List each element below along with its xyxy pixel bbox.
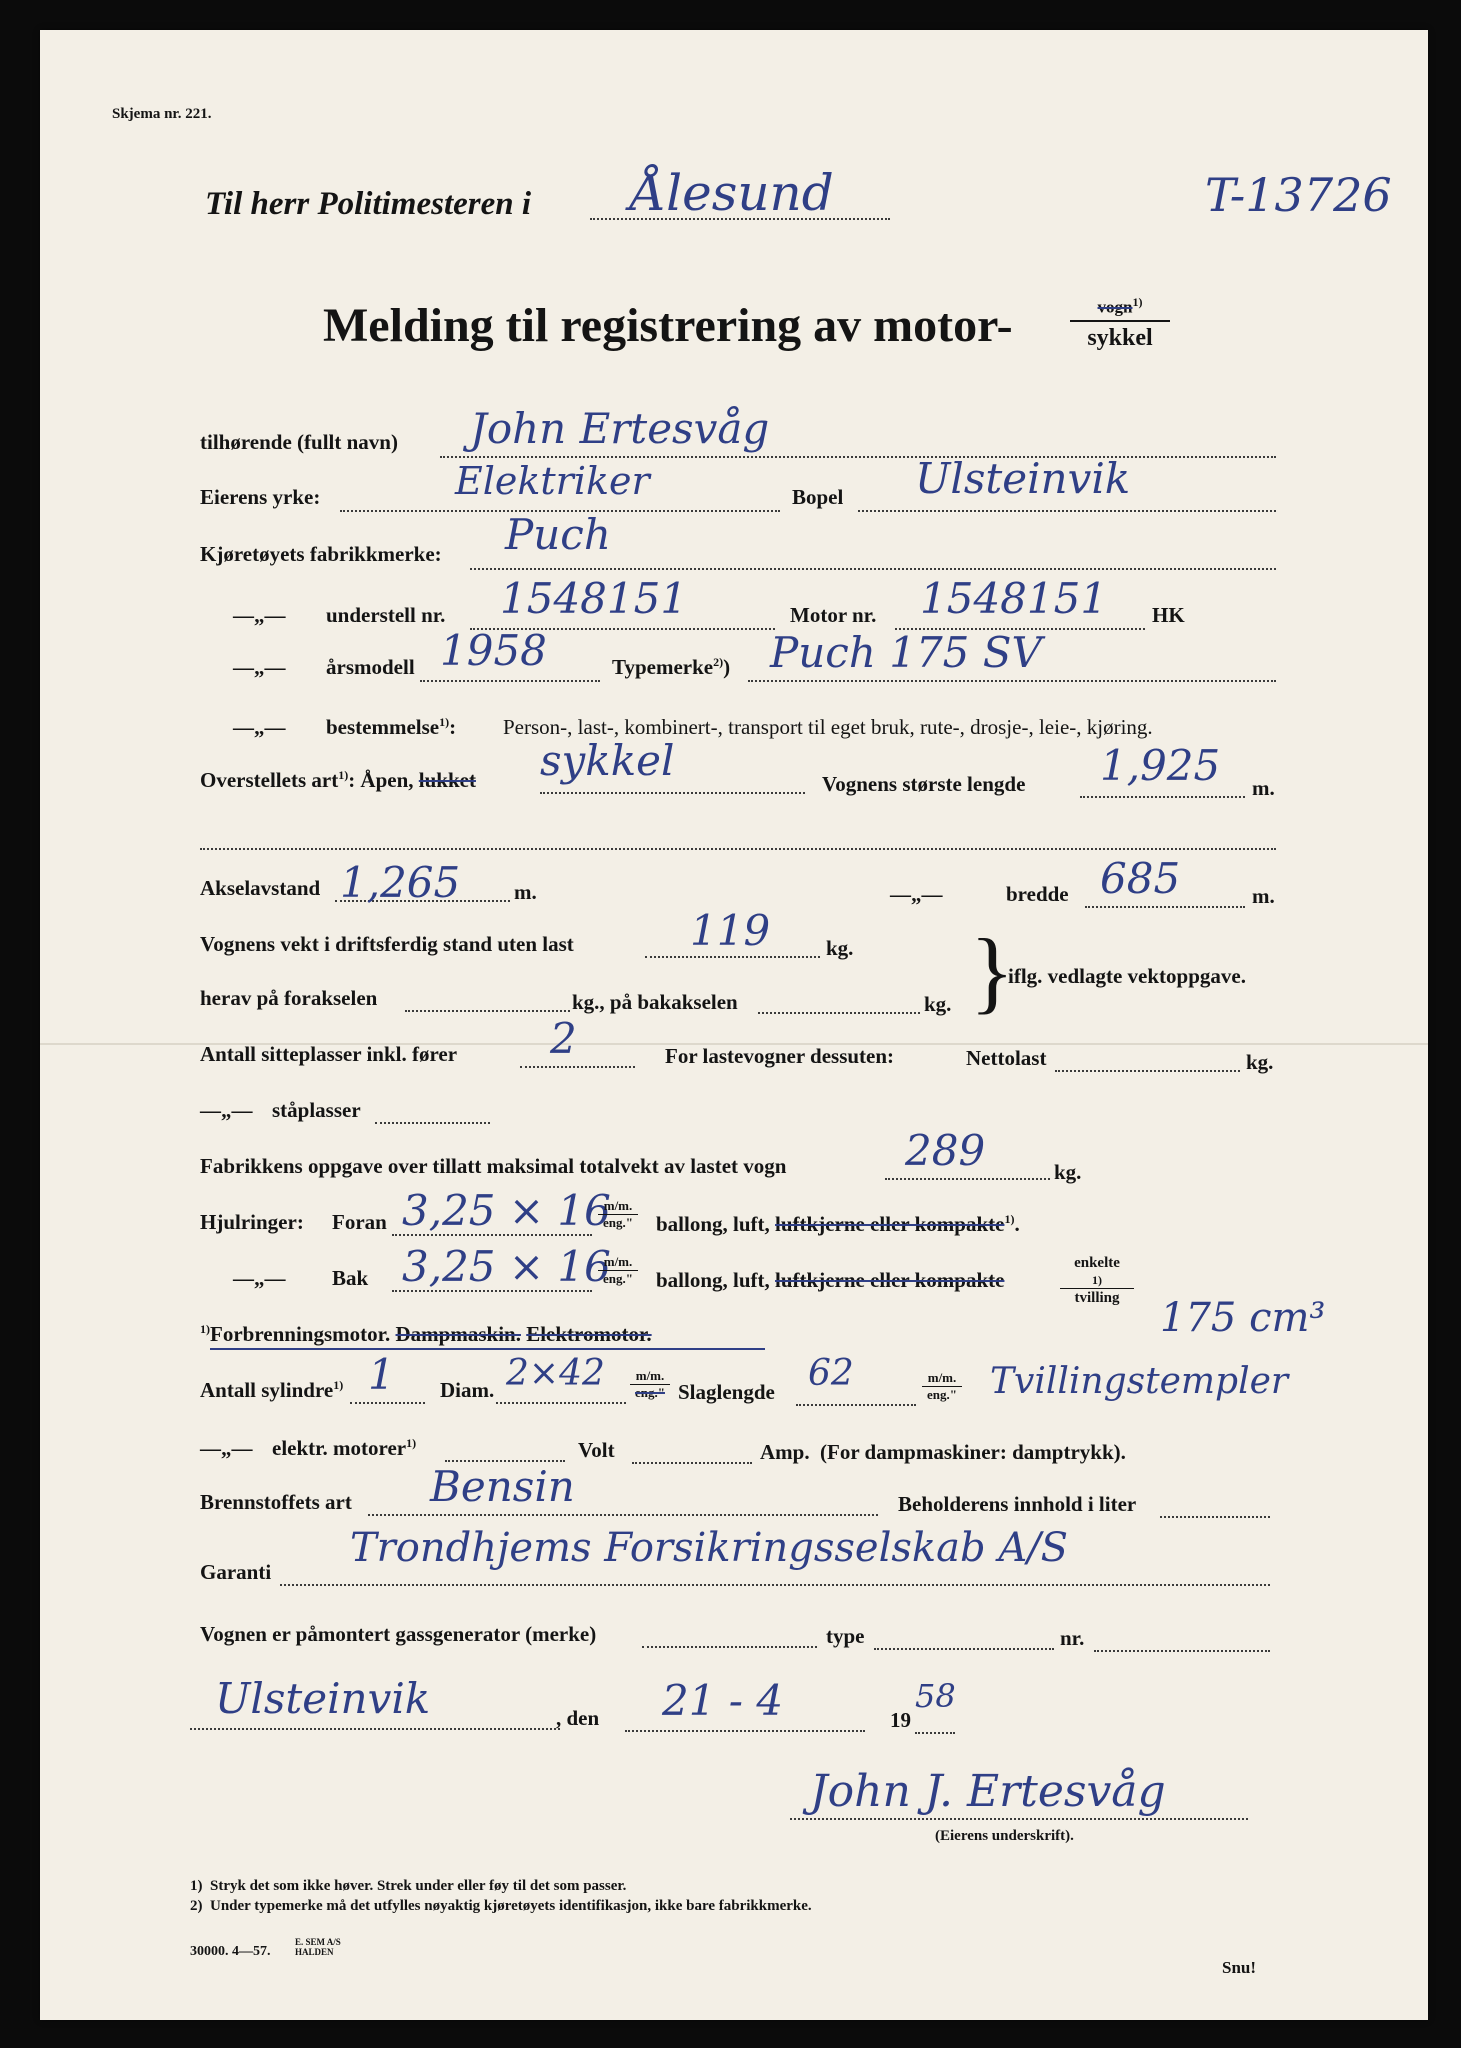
rear-axle-unit: kg. — [924, 992, 952, 1016]
fuel-line — [368, 1514, 878, 1516]
volt-label: Volt — [578, 1438, 615, 1462]
owner-name-line — [440, 456, 1276, 458]
weight-handwritten: 119 — [690, 906, 771, 955]
weight-bracket: } — [970, 920, 1015, 1022]
rear-axle-line — [758, 1012, 920, 1014]
motor-number-handwritten: 1548151 — [920, 574, 1108, 623]
max-weight-label: Fabrikkens oppgave over tillatt maksimal totalvekt av lastet vogn — [200, 1154, 787, 1178]
place-line — [190, 1728, 560, 1730]
ditto-mark: —„— — [200, 1098, 253, 1122]
addressee-label: Til herr Politimesteren i — [205, 186, 532, 222]
rear-wheel-config: enkelte 1) tvilling — [1060, 1254, 1134, 1308]
max-weight-line — [885, 1178, 1050, 1180]
diameter-label: Diam. — [440, 1378, 495, 1402]
tank-capacity-line — [1160, 1516, 1270, 1518]
weight-note: iflg. vedlagte vektoppgave. — [1008, 964, 1246, 988]
volt-line — [632, 1462, 752, 1464]
rear-wheel-unit: m/m. eng." — [598, 1254, 638, 1288]
max-weight-handwritten: 289 — [905, 1126, 986, 1175]
engine-electric: Elektromotor. — [526, 1322, 652, 1346]
rear-axle-label: kg., på bakakselen — [572, 990, 738, 1014]
gas-type-label: type — [826, 1624, 865, 1648]
registration-number-handwritten: T-13726 — [1205, 168, 1392, 222]
type-line — [748, 680, 1276, 682]
signature-line — [790, 1818, 1248, 1820]
city-handwritten: Ålesund — [630, 164, 834, 222]
gas-type-line — [874, 1648, 1054, 1650]
fuel-label: Brennstoffets art — [200, 1490, 352, 1514]
type-label: Typemerke$^{2)}$) — [612, 655, 731, 679]
ditto-mark: —„— — [233, 715, 286, 739]
model-year-line — [420, 680, 600, 682]
front-wheel-desc: ballong, luft, luftkjerne eller kompakte$^{1)}$. — [656, 1212, 1020, 1236]
extra-body-line — [200, 848, 1276, 850]
engine-steam: Dampmaskin. — [395, 1322, 521, 1346]
weight-line — [645, 956, 820, 958]
stroke-line — [796, 1404, 916, 1406]
rear-wheel-handwritten: 3,25 × 16 — [402, 1242, 611, 1291]
rear-wheel-label: Bak — [332, 1266, 369, 1290]
length-handwritten: 1,925 — [1100, 741, 1221, 790]
hk-label: HK — [1152, 603, 1185, 627]
width-line — [1085, 906, 1245, 908]
length-line — [1080, 796, 1245, 798]
front-wheel-label: Foran — [332, 1210, 387, 1234]
steam-note: (For dampmaskiner: damptrykk). — [820, 1440, 1126, 1464]
model-year-handwritten: 1958 — [440, 626, 547, 675]
gas-nr-label: nr. — [1060, 1626, 1085, 1650]
weight-unit: kg. — [826, 936, 854, 960]
place-handwritten: Ulsteinvik — [215, 1674, 431, 1723]
diameter-line — [496, 1402, 626, 1404]
ditto-mark: —„— — [890, 882, 943, 906]
engine-underline — [210, 1348, 765, 1350]
stroke-handwritten: 62 — [808, 1353, 854, 1394]
date-den-label: , den — [556, 1706, 600, 1730]
amp-label: Amp. — [760, 1440, 810, 1464]
motor-number-label: Motor nr. — [790, 603, 877, 627]
make-handwritten: Puch — [505, 510, 611, 559]
electric-motors-label: elektr. motorer$^{1)}$ — [272, 1436, 417, 1460]
guarantee-label: Garanti — [200, 1560, 272, 1584]
gas-generator-label: Vognen er påmontert gassgenerator (merke) — [200, 1622, 597, 1646]
max-weight-unit: kg. — [1054, 1160, 1082, 1184]
engine-type-row: $^{1)}$Forbrenningsmotor. Dampmaskin. Elektromotor. — [200, 1322, 652, 1346]
length-label: Vognens største lengde — [822, 772, 1026, 796]
ditto-mark: —„— — [200, 1436, 253, 1460]
standing-line — [375, 1122, 490, 1124]
purpose-label: bestemmelse$^{1)}$: — [326, 715, 457, 739]
title-option-sykkel: sykkel — [1087, 324, 1153, 351]
width-handwritten: 685 — [1100, 854, 1181, 903]
body-closed-option: lukket — [418, 768, 476, 792]
date-line — [625, 1730, 865, 1732]
width-unit: m. — [1252, 884, 1275, 908]
tank-capacity-label: Beholderens innhold i liter — [898, 1492, 1137, 1516]
displacement-handwritten: 175 cm³ — [1160, 1295, 1326, 1341]
print-edition: 30000. 4—57. — [190, 1944, 271, 1959]
residence-label: Bopel — [792, 485, 844, 509]
body-type-line — [540, 792, 805, 794]
guarantee-handwritten: Trondhjems Forsikringsselskab A/S — [350, 1525, 1069, 1571]
weight-label: Vognens vekt i driftsferdig stand uten last — [200, 932, 574, 956]
purpose-options: Person-, last-, kombinert-, transport til eget bruk, rute-, drosje-, leie-, kjøring. — [503, 715, 1153, 739]
stroke-label: Slaglengde — [678, 1380, 775, 1404]
chassis-label: understell nr. — [326, 603, 446, 627]
diameter-handwritten: 2×42 — [506, 1353, 605, 1394]
body-type-handwritten: sykkel — [540, 736, 675, 785]
title-option-vogn: vogn — [1097, 297, 1133, 317]
netto-load-line — [1055, 1070, 1240, 1072]
wheels-label: Hjulringer: — [200, 1210, 304, 1234]
occupation-label: Eierens yrke: — [200, 485, 321, 509]
cylinders-line — [350, 1402, 425, 1404]
type-handwritten: Puch 175 SV — [770, 628, 1042, 677]
front-axle-label: herav på forakselen — [200, 986, 378, 1010]
ditto-mark: —„— — [233, 1266, 286, 1290]
gas-nr-line — [1094, 1650, 1270, 1652]
front-wheel-unit: m/m. eng." — [598, 1198, 638, 1232]
seats-handwritten: 2 — [550, 1014, 577, 1063]
fuel-handwritten: Bensin — [430, 1462, 575, 1511]
form-number: Skjema nr. 221. — [112, 106, 212, 122]
twin-piston-handwritten: Tvillingstempler — [990, 1361, 1289, 1402]
residence-handwritten: Ulsteinvik — [915, 454, 1131, 503]
diameter-unit: m/m. eng." — [630, 1368, 670, 1402]
length-unit: m. — [1252, 776, 1275, 800]
rear-wheel-desc: ballong, luft, luftkjerne eller kompakte — [656, 1268, 1005, 1292]
wheelbase-unit: m. — [514, 880, 537, 904]
date-handwritten: 21 - 4 — [662, 1676, 784, 1725]
year-prefix: 19 — [890, 1708, 911, 1732]
front-wheel-handwritten: 3,25 × 16 — [402, 1186, 611, 1235]
footnote-1: 1) Stryk det som ikke høver. Strek under eller føy til det som passer. — [190, 1878, 627, 1894]
form-title: Melding til registrering av motor- — [323, 299, 1013, 352]
printer-name: E. SEM A/S HALDEN — [295, 1937, 341, 1957]
make-line — [470, 568, 1276, 570]
model-year-label: årsmodell — [326, 655, 415, 679]
body-type-label: Overstellets art$^{1)}$: Åpen, lukket — [200, 768, 476, 792]
cylinders-handwritten: 1 — [368, 1350, 395, 1399]
stroke-unit: m/m. eng." — [922, 1370, 962, 1404]
title-vehicle-type: vogn$^{1)}$ sykkel — [1070, 294, 1170, 354]
ditto-mark: —„— — [233, 603, 286, 627]
year-line — [915, 1732, 955, 1734]
engine-combustion: Forbrenningsmotor. — [210, 1322, 391, 1346]
wheelbase-handwritten: 1,265 — [340, 858, 461, 907]
seats-line — [520, 1066, 635, 1068]
netto-load-unit: kg. — [1246, 1050, 1274, 1074]
signature-handwritten: John J. Ertesvåg — [810, 1766, 1166, 1817]
signature-label: (Eierens underskrift). — [935, 1828, 1074, 1844]
footnote-2: 2) Under typemerke må det utfylles nøyaktig kjøretøyets identifikasjon, ikke bare fabrikkmerke. — [190, 1898, 812, 1914]
owner-name-label: tilhørende (fullt navn) — [200, 430, 398, 454]
chassis-handwritten: 1548151 — [500, 574, 688, 623]
occupation-handwritten: Elektriker — [455, 459, 650, 503]
gas-generator-line — [642, 1646, 817, 1648]
width-label: bredde — [1006, 882, 1069, 906]
make-label: Kjøretøyets fabrikkmerke: — [200, 542, 442, 566]
turn-over-label: Snu! — [1222, 1958, 1257, 1977]
owner-name-handwritten: John Ertesvåg — [470, 404, 770, 453]
ditto-mark: —„— — [233, 655, 286, 679]
standing-label: ståplasser — [272, 1098, 361, 1122]
truck-label: For lastevogner dessuten: — [665, 1044, 895, 1068]
front-axle-line — [405, 1010, 570, 1012]
guarantee-line — [280, 1584, 1270, 1586]
cylinders-label: Antall sylindre$^{1)}$ — [200, 1378, 344, 1402]
wheelbase-label: Akselavstand — [200, 876, 321, 900]
year-suffix-handwritten: 58 — [915, 1677, 956, 1715]
seats-label: Antall sitteplasser inkl. fører — [200, 1042, 458, 1066]
residence-line — [858, 510, 1276, 512]
netto-load-label: Nettolast — [966, 1046, 1047, 1070]
